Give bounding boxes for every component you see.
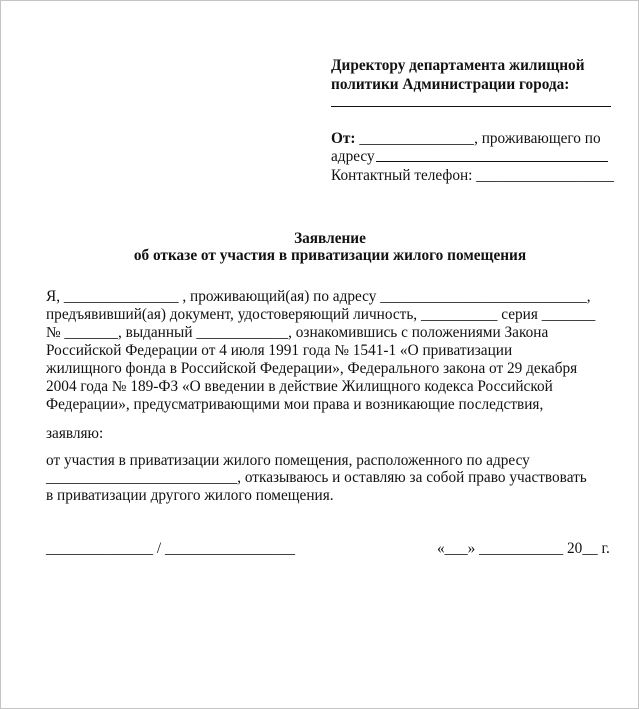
body-line-6: 2004 года № 189-ФЗ «О введении в действие Жилищного кодекса Российской (46, 378, 553, 395)
addressee-line-1: Директору департамента жилищной (331, 57, 585, 74)
addressee-line-2: политики Администрации города: (331, 76, 570, 93)
body-line-2: предъявивший(ая) документ, удостоверяющий личность, __________ серия _______ (46, 306, 596, 323)
from-text: , проживающего по (474, 130, 601, 147)
body-line-5: жилищного фонда в Российской Федерации», Федерального закона от 29 декабря (46, 360, 578, 377)
phone-label: Контактный телефон: (331, 167, 473, 184)
para2-line-3: в приватизации другого жилого помещения. (46, 487, 334, 504)
phone-line (331, 166, 614, 185)
para2-line-2: _________________________, отказываюсь и оставляю за собой право участвовать (46, 469, 587, 486)
declare-text: заявляю: (46, 425, 104, 442)
para2-line-1: от участия в приватизации жилого помещения, расположенного по адресу (46, 452, 530, 469)
from-blank: _______________ (359, 130, 475, 147)
signature-blank: ______________ / _________________ (46, 540, 295, 557)
body-line-3: № _______, выданный ____________, ознакомившись с положениями Закона (46, 324, 549, 341)
address-label: адресу (331, 148, 375, 165)
title-line-1: Заявление (294, 230, 366, 247)
from-label: От: (331, 130, 356, 147)
from-line (331, 129, 601, 148)
body-line-7: Федерации», предусматривающими мои права и возникающие последствия, (46, 396, 544, 413)
body-line-4: Российской Федерации от 4 июля 1991 года № 1541-1 «О приватизации (46, 342, 513, 359)
addressee-underline (331, 106, 611, 107)
date-blank: «___» ___________ 20__ г. (437, 540, 610, 557)
address-underline (376, 161, 608, 162)
body-line-1: Я, _______________ , проживающий(ая) по адресу ___________________________, (46, 288, 591, 305)
title-line-2: об отказе от участия в приватизации жилого помещения (133, 247, 527, 264)
phone-blank: __________________ (476, 167, 614, 184)
